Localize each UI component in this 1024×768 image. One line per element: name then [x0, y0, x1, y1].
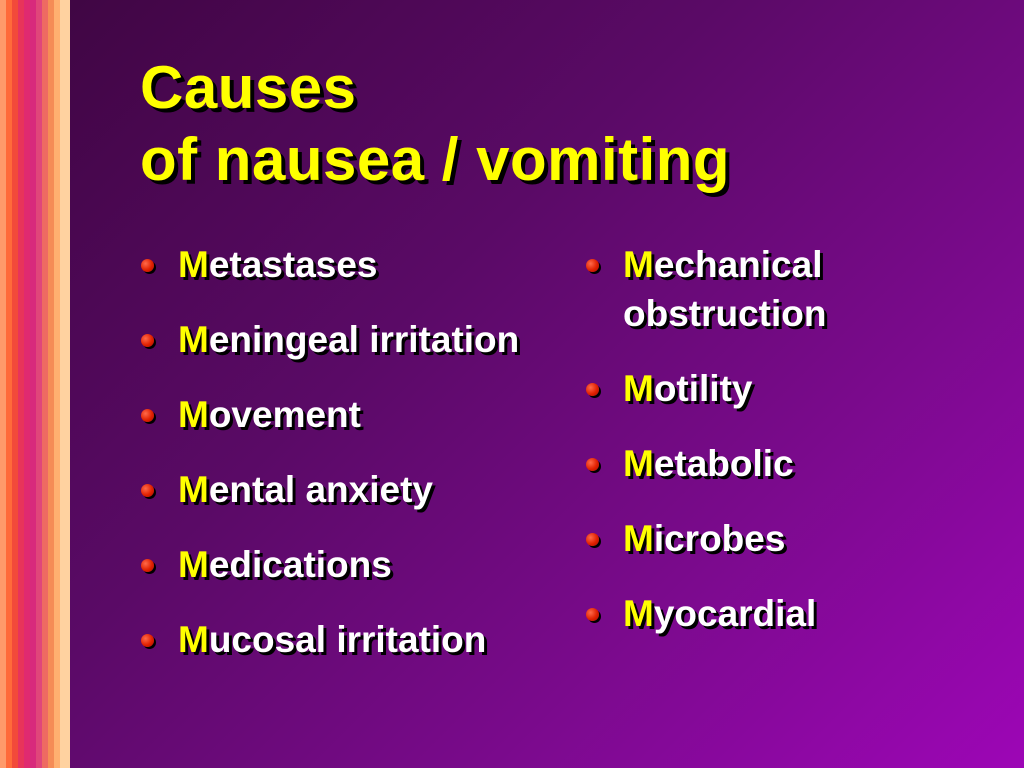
bullet-icon — [141, 634, 154, 647]
item-text: ucosal irritation — [208, 619, 487, 660]
item-text: edications — [208, 544, 392, 585]
slide-title — [140, 52, 730, 196]
bullet-icon — [586, 458, 599, 471]
initial-letter: M — [178, 319, 209, 360]
list-item — [585, 240, 885, 338]
list-item — [140, 240, 560, 289]
list-item — [585, 439, 885, 488]
initial-letter: M — [623, 518, 654, 559]
list-item — [585, 364, 885, 413]
initial-letter: M — [178, 469, 209, 510]
initial-letter: M — [178, 244, 209, 285]
initial-letter: M — [178, 619, 209, 660]
item-text: yocardial — [653, 593, 817, 634]
bullet-icon — [141, 409, 154, 422]
bullet-icon — [586, 259, 599, 272]
decorative-stripes — [0, 0, 70, 768]
initial-letter: M — [623, 443, 654, 484]
list-item — [140, 315, 560, 364]
right-cause-list — [585, 240, 885, 664]
bullet-icon — [586, 383, 599, 396]
item-text: echanical obstruction — [623, 244, 827, 334]
initial-letter: M — [623, 244, 654, 285]
bullet-icon — [141, 334, 154, 347]
item-text: etabolic — [653, 443, 794, 484]
item-text: ovement — [208, 394, 361, 435]
initial-letter: M — [178, 544, 209, 585]
item-text: otility — [653, 368, 753, 409]
item-text: icrobes — [653, 518, 786, 559]
bullet-icon — [141, 259, 154, 272]
bullet-icon — [141, 559, 154, 572]
title-line-2: of nausea / vomiting — [140, 126, 731, 193]
item-text: etastases — [208, 244, 378, 285]
initial-letter: M — [178, 394, 209, 435]
list-item — [585, 514, 885, 563]
stripe — [60, 0, 70, 768]
bullet-icon — [141, 484, 154, 497]
initial-letter: M — [623, 368, 654, 409]
bullet-icon — [586, 608, 599, 621]
list-item — [140, 465, 560, 514]
list-item — [140, 540, 560, 589]
item-text: ental anxiety — [208, 469, 433, 510]
list-item — [140, 615, 560, 664]
list-item — [140, 390, 560, 439]
initial-letter: M — [623, 593, 654, 634]
item-text: eningeal irritation — [208, 319, 520, 360]
bullet-icon — [586, 533, 599, 546]
list-item — [585, 589, 885, 638]
left-cause-list — [140, 240, 560, 690]
title-line-1: Causes — [140, 54, 357, 121]
